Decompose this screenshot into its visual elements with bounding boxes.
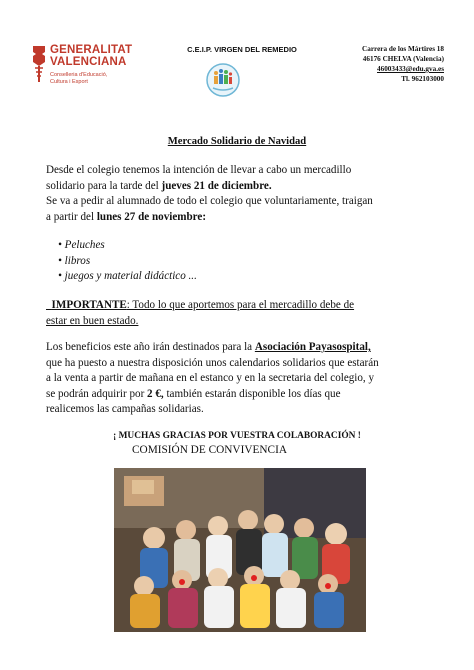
generalitat-logo (30, 44, 133, 104)
list-item: • Peluches (58, 239, 105, 251)
association-name: Asociación Payasospital, (254, 341, 371, 353)
start-date-highlight: lunes 27 de noviembre: (96, 210, 207, 223)
committee-signature: COMISIÓN DE CONVIVENCIA (132, 444, 288, 456)
price-highlight: 2 €, (147, 387, 164, 400)
logo-sub-2: Cultura i Esport (50, 79, 88, 85)
beneficiary-paragraph: Los beneficios este año irán destinados para la Asociación Payasospital, que ha puesto a nuestra disposición unos calendarios solidarios que estarán a la venta a partir de mañana en el estanco y en la secretaria del colegio, y se podrán adquirir por 2 €, también estarán disponible los días que realicemos las campañas solidarias. (46, 341, 379, 415)
logo-line-2: VALENCIANA (50, 56, 127, 68)
address-street: Carrera de los Mártires 18 (362, 45, 444, 53)
important-notice: IMPORTANTE: Todo lo que aportemos para el mercadillo debe de estar en buen estado. (46, 299, 355, 327)
logo-sub-1: Conselleria d'Educació, (50, 72, 108, 78)
logo-line-1: GENERALITAT (50, 44, 133, 56)
school-name: C.E.I.P. VIRGEN DEL REMEDIO (187, 45, 297, 54)
date-highlight: jueves 21 de diciembre. (161, 179, 272, 192)
intro-line-4: a partir del lunes 27 de noviembre: (46, 210, 207, 223)
address-city: 46176 CHELVA (Valencia) (362, 55, 444, 63)
thanks-message: ¡ MUCHAS GRACIAS POR VUESTRA COLABORACIÓN ! (113, 431, 361, 441)
generalitat-emblem-icon (30, 44, 48, 84)
important-label: IMPORTANTE (51, 299, 127, 311)
address-email-link[interactable]: 46003433@edu.gva.es (377, 65, 444, 73)
intro-line-1: Desde el colegio tenemos la intención de llevar a cabo un mercadillo (46, 164, 352, 176)
list-item: • juegos y material didáctico ... (58, 270, 197, 282)
intro-line-2: solidario para la tarde del jueves 21 de diciembre. (46, 179, 272, 192)
intro-line-3: Se va a pedir al alumnado de todo el colegio que voluntariamente, traigan (46, 195, 373, 207)
address-phone: Tl. 962103000 (401, 75, 444, 83)
school-address (320, 44, 444, 84)
document-title: Mercado Solidario de Navidad (167, 136, 307, 147)
group-photo-image (114, 468, 366, 632)
school-emblem-icon (206, 62, 240, 98)
list-item: • libros (58, 255, 91, 267)
intro-paragraph (46, 163, 436, 225)
